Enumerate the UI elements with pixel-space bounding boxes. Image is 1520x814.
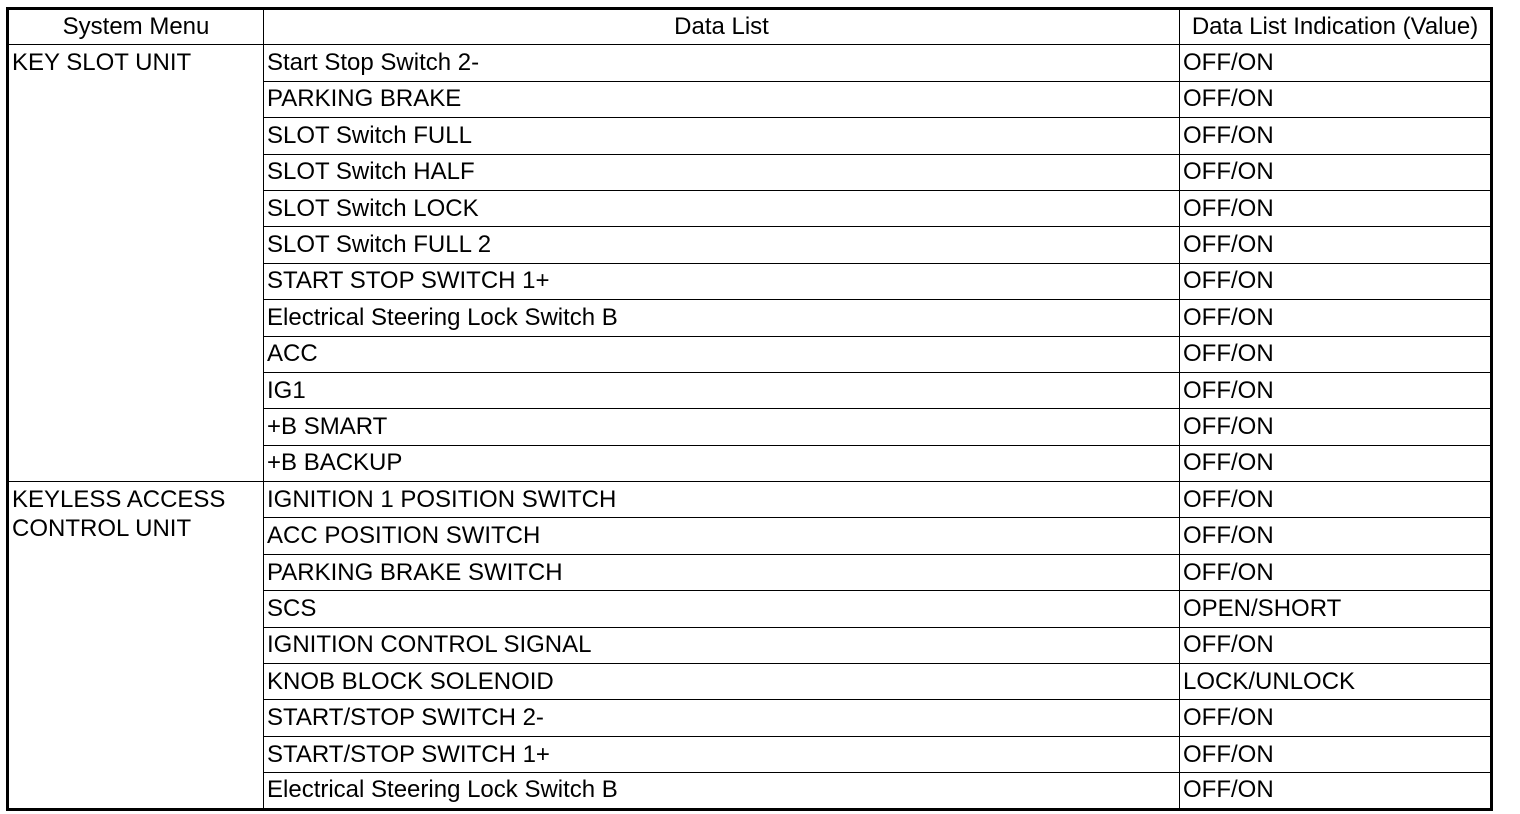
data-list-item: Start Stop Switch 2- bbox=[264, 45, 1180, 81]
indication-value: OPEN/SHORT bbox=[1180, 591, 1492, 627]
system-menu-cell: KEY SLOT UNIT bbox=[8, 45, 264, 482]
header-row bbox=[8, 9, 1492, 45]
data-list-item: SLOT Switch HALF bbox=[264, 154, 1180, 190]
indication-value: OFF/ON bbox=[1180, 518, 1492, 554]
indication-value: OFF/ON bbox=[1180, 700, 1492, 736]
indication-value: OFF/ON bbox=[1180, 154, 1492, 190]
table-row bbox=[8, 45, 1492, 81]
data-list-item: Electrical Steering Lock Switch B bbox=[264, 773, 1180, 809]
data-list-item: Electrical Steering Lock Switch B bbox=[264, 300, 1180, 336]
header-indication: Data List Indication (Value) bbox=[1180, 9, 1492, 45]
indication-value: OFF/ON bbox=[1180, 773, 1492, 809]
data-list-item: SCS bbox=[264, 591, 1180, 627]
data-list-item: IGNITION CONTROL SIGNAL bbox=[264, 627, 1180, 663]
indication-value: OFF/ON bbox=[1180, 627, 1492, 663]
indication-value: OFF/ON bbox=[1180, 263, 1492, 299]
indication-value: OFF/ON bbox=[1180, 81, 1492, 117]
system-menu-cell: KEYLESS ACCESS CONTROL UNIT bbox=[8, 482, 264, 810]
data-list-item: ACC bbox=[264, 336, 1180, 372]
indication-value: OFF/ON bbox=[1180, 372, 1492, 408]
indication-value: OFF/ON bbox=[1180, 336, 1492, 372]
indication-value: OFF/ON bbox=[1180, 445, 1492, 481]
indication-value: OFF/ON bbox=[1180, 409, 1492, 445]
data-list-item: SLOT Switch FULL 2 bbox=[264, 227, 1180, 263]
header-data-list: Data List bbox=[264, 9, 1180, 45]
data-list-item: PARKING BRAKE SWITCH bbox=[264, 554, 1180, 590]
data-list-item: IG1 bbox=[264, 372, 1180, 408]
data-list-item: SLOT Switch LOCK bbox=[264, 190, 1180, 226]
data-list-item: ACC POSITION SWITCH bbox=[264, 518, 1180, 554]
indication-value: OFF/ON bbox=[1180, 554, 1492, 590]
table-row bbox=[8, 482, 1492, 518]
indication-value: OFF/ON bbox=[1180, 45, 1492, 81]
data-list-item: +B BACKUP bbox=[264, 445, 1180, 481]
header-system-menu: System Menu bbox=[8, 9, 264, 45]
data-list-item: START/STOP SWITCH 1+ bbox=[264, 736, 1180, 772]
indication-value: OFF/ON bbox=[1180, 190, 1492, 226]
data-list-item: START STOP SWITCH 1+ bbox=[264, 263, 1180, 299]
data-list-item: PARKING BRAKE bbox=[264, 81, 1180, 117]
indication-value: LOCK/UNLOCK bbox=[1180, 664, 1492, 700]
data-list-table bbox=[6, 7, 1493, 811]
indication-value: OFF/ON bbox=[1180, 227, 1492, 263]
data-list-item: START/STOP SWITCH 2- bbox=[264, 700, 1180, 736]
indication-value: OFF/ON bbox=[1180, 300, 1492, 336]
indication-value: OFF/ON bbox=[1180, 118, 1492, 154]
data-list-item: IGNITION 1 POSITION SWITCH bbox=[264, 482, 1180, 518]
indication-value: OFF/ON bbox=[1180, 482, 1492, 518]
data-list-item: SLOT Switch FULL bbox=[264, 118, 1180, 154]
data-list-item: KNOB BLOCK SOLENOID bbox=[264, 664, 1180, 700]
indication-value: OFF/ON bbox=[1180, 736, 1492, 772]
table-body bbox=[8, 45, 1492, 809]
data-list-item: +B SMART bbox=[264, 409, 1180, 445]
